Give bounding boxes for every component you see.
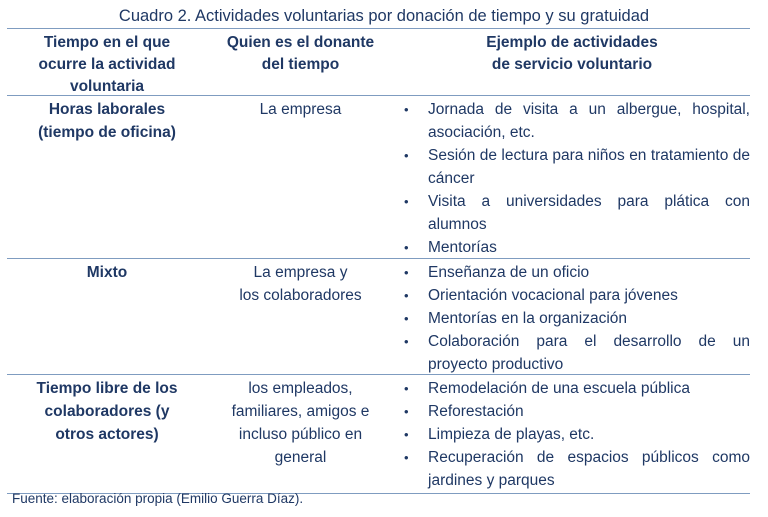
bullet-icon: • bbox=[404, 404, 409, 419]
donor-line: general bbox=[274, 449, 327, 466]
header-activities-line: Ejemplo de actividades bbox=[486, 34, 658, 51]
table-caption: Cuadro 2. Actividades voluntarias por donación de tiempo y su gratuidad bbox=[118, 7, 650, 25]
list-item: • Visita a universidades para plática con alumnos bbox=[400, 190, 750, 236]
table-row bbox=[7, 259, 750, 375]
list-item: • Colaboración para el desarrollo de un proyecto productivo bbox=[400, 330, 750, 376]
table-row bbox=[7, 96, 750, 259]
donor-line: familiares, amigos e bbox=[231, 403, 370, 420]
header-activities-line: de servicio voluntario bbox=[491, 56, 653, 73]
header-time bbox=[7, 29, 207, 95]
list-item: • Orientación vocacional para jóvenes bbox=[400, 284, 750, 307]
activity-list bbox=[400, 98, 750, 259]
activity-list bbox=[400, 377, 750, 492]
list-item: • Reforestación bbox=[400, 400, 750, 423]
bullet-icon: • bbox=[404, 311, 409, 326]
bullet-icon: • bbox=[404, 381, 409, 396]
header-donor bbox=[207, 29, 394, 95]
time-cell bbox=[7, 96, 207, 258]
table-row bbox=[7, 375, 750, 494]
bullet-icon: • bbox=[404, 334, 409, 349]
donor-line: incluso público en bbox=[238, 426, 363, 443]
header-time-line: voluntaria bbox=[69, 78, 145, 95]
time-line: colaboradores (y bbox=[44, 403, 170, 420]
header-time-line: ocurre la actividad bbox=[38, 56, 176, 73]
time-cell bbox=[7, 375, 207, 493]
list-item: • Sesión de lectura para niños en tratamiento de cáncer bbox=[400, 144, 750, 190]
bullet-icon: • bbox=[404, 148, 409, 163]
time-line: (tiempo de oficina) bbox=[38, 124, 176, 141]
activities-cell bbox=[394, 375, 750, 493]
header-activities bbox=[394, 29, 750, 95]
time-cell bbox=[7, 259, 207, 374]
table-header-row bbox=[7, 29, 750, 96]
bullet-icon: • bbox=[404, 288, 409, 303]
time-line: Tiempo libre de los bbox=[36, 380, 178, 397]
activities-cell bbox=[394, 96, 750, 258]
time-line: Horas laborales bbox=[48, 101, 166, 118]
list-item: • Recuperación de espacios públicos como jardines y parques bbox=[400, 446, 750, 492]
bullet-icon: • bbox=[404, 194, 409, 209]
donor-line: los empleados, bbox=[248, 380, 353, 397]
bullet-icon: • bbox=[404, 450, 409, 465]
bullet-icon: • bbox=[404, 102, 409, 117]
bullet-icon: • bbox=[404, 427, 409, 442]
bullet-icon: • bbox=[404, 240, 409, 255]
donor-line: los colaboradores bbox=[239, 287, 362, 304]
activities-cell bbox=[394, 259, 750, 374]
header-time-line: Tiempo en el que bbox=[43, 34, 171, 51]
list-item: • Jornada de visita a un albergue, hospital, asociación, etc. bbox=[400, 98, 750, 144]
list-item: • Limpieza de playas, etc. bbox=[400, 423, 750, 446]
time-line: otros actores) bbox=[55, 426, 159, 443]
header-donor-line: Quien es el donante bbox=[226, 34, 375, 51]
activities-table bbox=[7, 28, 750, 494]
list-item: • Mentorías bbox=[400, 236, 750, 259]
time-line: Mixto bbox=[86, 264, 128, 281]
donor-line: La empresa y bbox=[253, 264, 348, 281]
bullet-icon: • bbox=[404, 265, 409, 280]
donor-cell bbox=[207, 96, 394, 258]
donor-cell bbox=[207, 259, 394, 374]
source-footnote: Fuente: elaboración propia (Emilio Guerra Díaz). bbox=[12, 491, 304, 506]
list-item: • Mentorías en la organización bbox=[400, 307, 750, 330]
activity-list bbox=[400, 261, 750, 376]
list-item: • Enseñanza de un oficio bbox=[400, 261, 750, 284]
donor-cell bbox=[207, 375, 394, 493]
list-item: • Remodelación de una escuela pública bbox=[400, 377, 750, 400]
donor-line: La empresa bbox=[259, 101, 342, 118]
header-donor-line: del tiempo bbox=[261, 56, 340, 73]
